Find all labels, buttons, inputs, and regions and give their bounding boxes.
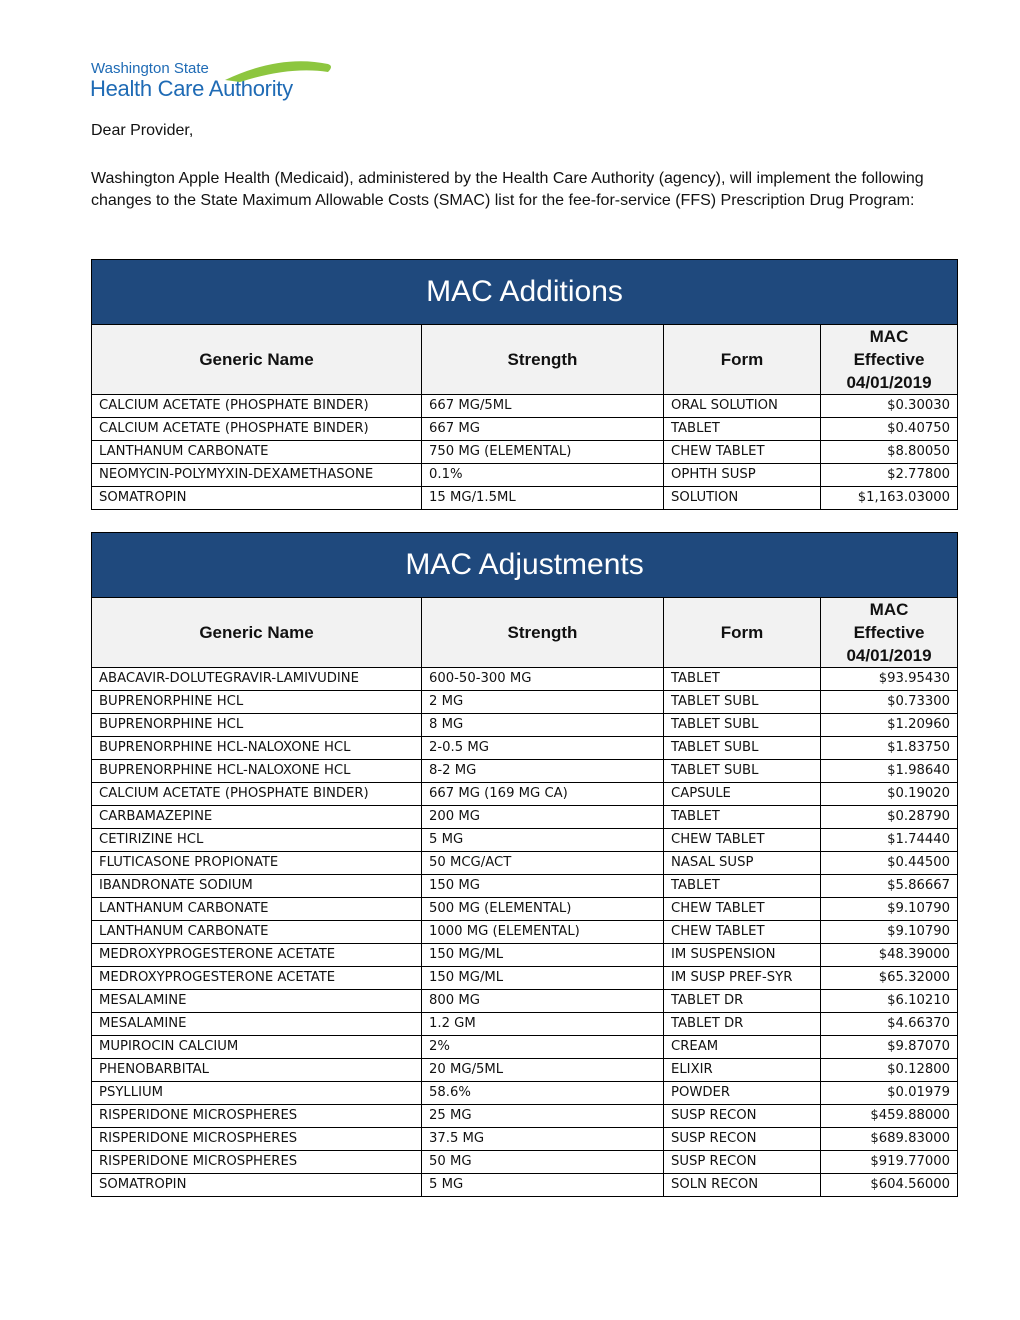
form-cell: OPHTH SUSP bbox=[664, 464, 821, 487]
mac-price-cell: $0.19020 bbox=[821, 783, 958, 806]
generic-name-cell: BUPRENORPHINE HCL-NALOXONE HCL bbox=[92, 760, 422, 783]
strength-cell: 200 MG bbox=[422, 806, 664, 829]
generic-name-cell: BUPRENORPHINE HCL bbox=[92, 691, 422, 714]
generic-name-cell: CETIRIZINE HCL bbox=[92, 829, 422, 852]
mac-label: MAC bbox=[869, 327, 909, 346]
form-cell: CHEW TABLET bbox=[664, 441, 821, 464]
table-row bbox=[92, 944, 958, 967]
mac-adjustments-table bbox=[91, 532, 958, 1197]
form-cell: TABLET DR bbox=[664, 1013, 821, 1036]
generic-name-cell: RISPERIDONE MICROSPHERES bbox=[92, 1151, 422, 1174]
form-cell: TABLET DR bbox=[664, 990, 821, 1013]
form-cell: NASAL SUSP bbox=[664, 852, 821, 875]
form-cell: IM SUSP PREF-SYR bbox=[664, 967, 821, 990]
table-row bbox=[92, 1036, 958, 1059]
strength-cell: 1000 MG (ELEMENTAL) bbox=[422, 921, 664, 944]
generic-name-cell: SOMATROPIN bbox=[92, 1174, 422, 1197]
generic-name-cell: PSYLLIUM bbox=[92, 1082, 422, 1105]
mac-price-cell: $0.01979 bbox=[821, 1082, 958, 1105]
table-row bbox=[92, 441, 958, 464]
strength-cell: 8 MG bbox=[422, 714, 664, 737]
generic-name-cell: RISPERIDONE MICROSPHERES bbox=[92, 1105, 422, 1128]
generic-name-cell: BUPRENORPHINE HCL bbox=[92, 714, 422, 737]
strength-cell: 0.1% bbox=[422, 464, 664, 487]
strength-cell: 8-2 MG bbox=[422, 760, 664, 783]
form-cell: CHEW TABLET bbox=[664, 829, 821, 852]
mac-price-cell: $689.83000 bbox=[821, 1128, 958, 1151]
generic-name-cell: LANTHANUM CARBONATE bbox=[92, 441, 422, 464]
generic-name-cell: CARBAMAZEPINE bbox=[92, 806, 422, 829]
form-cell: TABLET bbox=[664, 668, 821, 691]
hca-logo bbox=[90, 58, 340, 104]
logo-line1: Washington State bbox=[91, 60, 209, 77]
col-generic-name: Generic Name bbox=[92, 325, 422, 395]
form-cell: IM SUSPENSION bbox=[664, 944, 821, 967]
table-row bbox=[92, 395, 958, 418]
effective-label: Effective bbox=[853, 623, 925, 642]
mac-price-cell: $0.30030 bbox=[821, 395, 958, 418]
strength-cell: 600-50-300 MG bbox=[422, 668, 664, 691]
strength-cell: 58.6% bbox=[422, 1082, 664, 1105]
mac-price-cell: $9.87070 bbox=[821, 1036, 958, 1059]
table-row bbox=[92, 829, 958, 852]
strength-cell: 50 MCG/ACT bbox=[422, 852, 664, 875]
mac-label: MAC bbox=[869, 600, 909, 619]
col-form: Form bbox=[664, 598, 821, 668]
mac-price-cell: $9.10790 bbox=[821, 921, 958, 944]
table-row bbox=[92, 487, 958, 510]
mac-price-cell: $4.66370 bbox=[821, 1013, 958, 1036]
generic-name-cell: IBANDRONATE SODIUM bbox=[92, 875, 422, 898]
generic-name-cell: ABACAVIR-DOLUTEGRAVIR-LAMIVUDINE bbox=[92, 668, 422, 691]
strength-cell: 2 MG bbox=[422, 691, 664, 714]
mac-price-cell: $1.83750 bbox=[821, 737, 958, 760]
generic-name-cell: MESALAMINE bbox=[92, 1013, 422, 1036]
mac-price-cell: $2.77800 bbox=[821, 464, 958, 487]
generic-name-cell: FLUTICASONE PROPIONATE bbox=[92, 852, 422, 875]
mac-price-cell: $1,163.03000 bbox=[821, 487, 958, 510]
generic-name-cell: CALCIUM ACETATE (PHOSPHATE BINDER) bbox=[92, 418, 422, 441]
mac-price-cell: $6.10210 bbox=[821, 990, 958, 1013]
strength-cell: 15 MG/1.5ML bbox=[422, 487, 664, 510]
table-row bbox=[92, 1174, 958, 1197]
strength-cell: 500 MG (ELEMENTAL) bbox=[422, 898, 664, 921]
mac-price-cell: $65.32000 bbox=[821, 967, 958, 990]
table-row bbox=[92, 1105, 958, 1128]
table-row bbox=[92, 464, 958, 487]
table-row bbox=[92, 714, 958, 737]
table-row bbox=[92, 875, 958, 898]
table-row bbox=[92, 990, 958, 1013]
table-row bbox=[92, 852, 958, 875]
form-cell: CHEW TABLET bbox=[664, 898, 821, 921]
generic-name-cell: RISPERIDONE MICROSPHERES bbox=[92, 1128, 422, 1151]
generic-name-cell: SOMATROPIN bbox=[92, 487, 422, 510]
strength-cell: 37.5 MG bbox=[422, 1128, 664, 1151]
mac-price-cell: $0.73300 bbox=[821, 691, 958, 714]
strength-cell: 20 MG/5ML bbox=[422, 1059, 664, 1082]
table-row bbox=[92, 418, 958, 441]
strength-cell: 1.2 GM bbox=[422, 1013, 664, 1036]
table-row bbox=[92, 1151, 958, 1174]
strength-cell: 667 MG bbox=[422, 418, 664, 441]
strength-cell: 800 MG bbox=[422, 990, 664, 1013]
table-row bbox=[92, 898, 958, 921]
generic-name-cell: CALCIUM ACETATE (PHOSPHATE BINDER) bbox=[92, 395, 422, 418]
table-title: MAC Additions bbox=[92, 260, 958, 325]
col-form: Form bbox=[664, 325, 821, 395]
col-mac-effective bbox=[821, 598, 958, 668]
strength-cell: 150 MG/ML bbox=[422, 944, 664, 967]
effective-date: 04/01/2019 bbox=[846, 646, 932, 665]
form-cell: TABLET bbox=[664, 875, 821, 898]
mac-price-cell: $604.56000 bbox=[821, 1174, 958, 1197]
table-row bbox=[92, 967, 958, 990]
table-row bbox=[92, 921, 958, 944]
logo-swoosh-icon bbox=[90, 58, 340, 104]
mac-price-cell: $93.95430 bbox=[821, 668, 958, 691]
table-row bbox=[92, 783, 958, 806]
effective-label: Effective bbox=[853, 350, 925, 369]
form-cell: CREAM bbox=[664, 1036, 821, 1059]
col-generic-name: Generic Name bbox=[92, 598, 422, 668]
form-cell: SOLN RECON bbox=[664, 1174, 821, 1197]
generic-name-cell: MEDROXYPROGESTERONE ACETATE bbox=[92, 944, 422, 967]
strength-cell: 2-0.5 MG bbox=[422, 737, 664, 760]
col-mac-effective bbox=[821, 325, 958, 395]
strength-cell: 667 MG/5ML bbox=[422, 395, 664, 418]
form-cell: SUSP RECON bbox=[664, 1105, 821, 1128]
strength-cell: 150 MG bbox=[422, 875, 664, 898]
strength-cell: 50 MG bbox=[422, 1151, 664, 1174]
intro-paragraph: Washington Apple Health (Medicaid), administered by the Health Care Authority (agency), will implement the following changes to the State Maximum Allowable Costs (SMAC) list for the fee-for-service (FFS) Prescription Drug Program: bbox=[91, 170, 924, 209]
form-cell: TABLET bbox=[664, 806, 821, 829]
generic-name-cell: MESALAMINE bbox=[92, 990, 422, 1013]
form-cell: TABLET SUBL bbox=[664, 691, 821, 714]
form-cell: SUSP RECON bbox=[664, 1128, 821, 1151]
table-row bbox=[92, 1128, 958, 1151]
form-cell: ELIXIR bbox=[664, 1059, 821, 1082]
salutation: Dear Provider, bbox=[91, 122, 194, 139]
logo-line2: Health Care Authority bbox=[90, 76, 293, 101]
strength-cell: 150 MG/ML bbox=[422, 967, 664, 990]
strength-cell: 750 MG (ELEMENTAL) bbox=[422, 441, 664, 464]
col-strength: Strength bbox=[422, 325, 664, 395]
form-cell: SUSP RECON bbox=[664, 1151, 821, 1174]
table-title: MAC Adjustments bbox=[92, 533, 958, 598]
generic-name-cell: CALCIUM ACETATE (PHOSPHATE BINDER) bbox=[92, 783, 422, 806]
table-row bbox=[92, 1013, 958, 1036]
strength-cell: 5 MG bbox=[422, 829, 664, 852]
mac-price-cell: $5.86667 bbox=[821, 875, 958, 898]
strength-cell: 667 MG (169 MG CA) bbox=[422, 783, 664, 806]
mac-price-cell: $0.28790 bbox=[821, 806, 958, 829]
effective-date: 04/01/2019 bbox=[846, 373, 932, 392]
table-row bbox=[92, 691, 958, 714]
mac-price-cell: $1.20960 bbox=[821, 714, 958, 737]
col-strength: Strength bbox=[422, 598, 664, 668]
mac-additions-table bbox=[91, 259, 958, 510]
mac-price-cell: $8.80050 bbox=[821, 441, 958, 464]
strength-cell: 25 MG bbox=[422, 1105, 664, 1128]
mac-price-cell: $919.77000 bbox=[821, 1151, 958, 1174]
mac-price-cell: $1.98640 bbox=[821, 760, 958, 783]
generic-name-cell: MEDROXYPROGESTERONE ACETATE bbox=[92, 967, 422, 990]
generic-name-cell: BUPRENORPHINE HCL-NALOXONE HCL bbox=[92, 737, 422, 760]
table-row bbox=[92, 760, 958, 783]
table-row bbox=[92, 668, 958, 691]
form-cell: TABLET bbox=[664, 418, 821, 441]
mac-price-cell: $459.88000 bbox=[821, 1105, 958, 1128]
table-row bbox=[92, 1082, 958, 1105]
mac-price-cell: $0.40750 bbox=[821, 418, 958, 441]
form-cell: ORAL SOLUTION bbox=[664, 395, 821, 418]
form-cell: CHEW TABLET bbox=[664, 921, 821, 944]
generic-name-cell: LANTHANUM CARBONATE bbox=[92, 921, 422, 944]
form-cell: POWDER bbox=[664, 1082, 821, 1105]
table-row bbox=[92, 1059, 958, 1082]
mac-price-cell: $9.10790 bbox=[821, 898, 958, 921]
form-cell: TABLET SUBL bbox=[664, 737, 821, 760]
generic-name-cell: MUPIROCIN CALCIUM bbox=[92, 1036, 422, 1059]
strength-cell: 2% bbox=[422, 1036, 664, 1059]
generic-name-cell: PHENOBARBITAL bbox=[92, 1059, 422, 1082]
form-cell: SOLUTION bbox=[664, 487, 821, 510]
table-row bbox=[92, 737, 958, 760]
table-row bbox=[92, 806, 958, 829]
strength-cell: 5 MG bbox=[422, 1174, 664, 1197]
form-cell: TABLET SUBL bbox=[664, 760, 821, 783]
mac-price-cell: $48.39000 bbox=[821, 944, 958, 967]
mac-price-cell: $0.44500 bbox=[821, 852, 958, 875]
mac-price-cell: $0.12800 bbox=[821, 1059, 958, 1082]
form-cell: CAPSULE bbox=[664, 783, 821, 806]
generic-name-cell: LANTHANUM CARBONATE bbox=[92, 898, 422, 921]
generic-name-cell: NEOMYCIN-POLYMYXIN-DEXAMETHASONE bbox=[92, 464, 422, 487]
form-cell: TABLET SUBL bbox=[664, 714, 821, 737]
mac-price-cell: $1.74440 bbox=[821, 829, 958, 852]
